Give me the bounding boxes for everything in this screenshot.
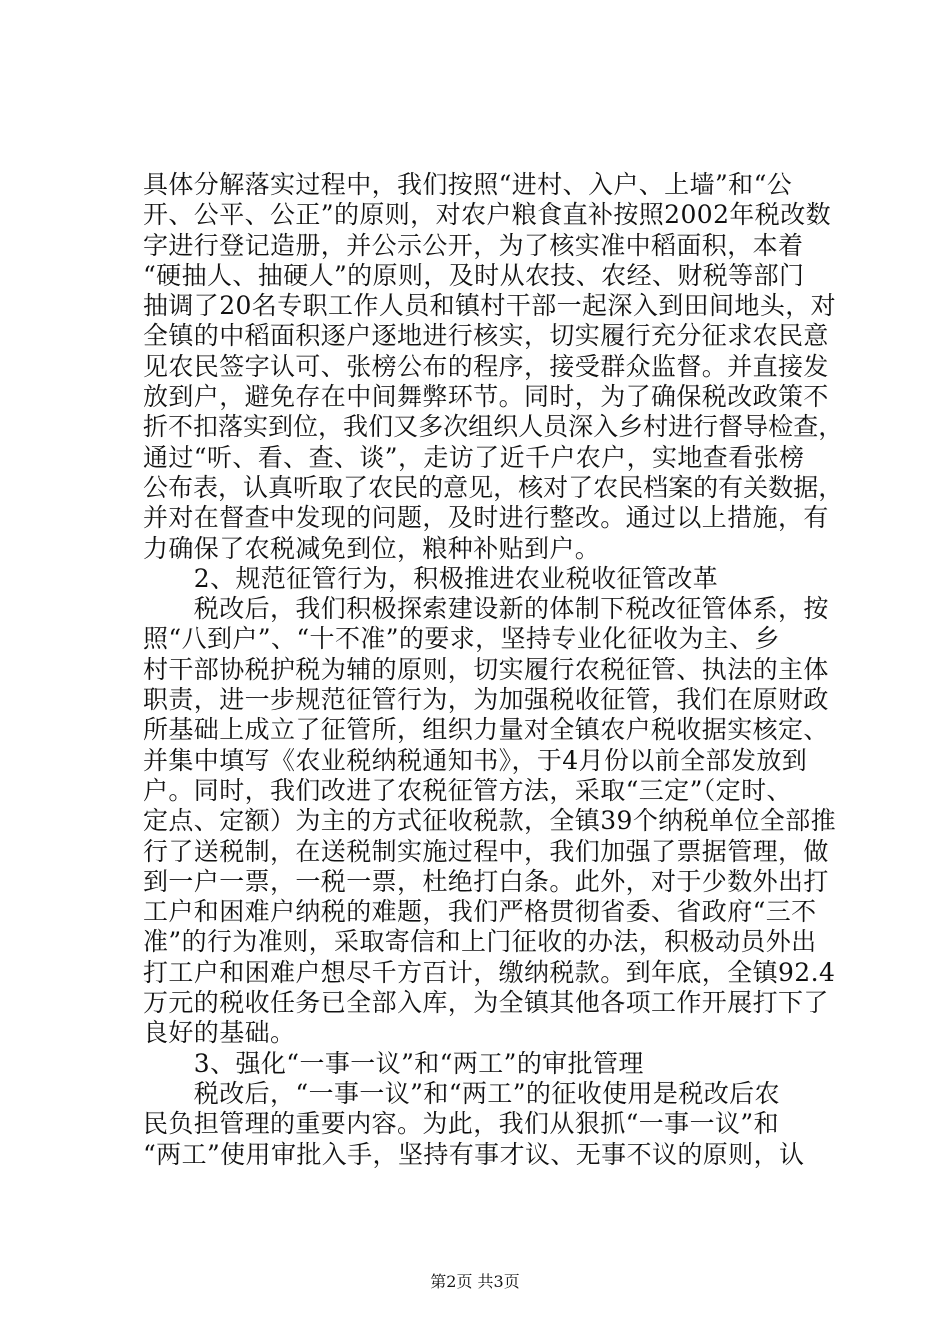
text-line: 公布表，认真听取了农民的意见，核对了农民档案的有关数据， [143,472,844,502]
text-line: 放到户，避免存在中间舞弊环节。同时，为了确保税改政策不 [143,382,829,412]
text-line: 万元的税收任务已全部入库，为全镇其他各项工作开展打下了 [143,988,829,1018]
text-line: 到一户一票，一税一票，杜绝打白条。此外，对于少数外出打 [143,866,829,896]
text-line: 具体分解落实过程中，我们按照“进村、入户、上墙”和“公 [143,170,793,199]
text-line: 所基础上成立了征管所，组织力量对全镇农户税收据实核定、 [143,715,829,745]
text-line: 力确保了农税减免到位，粮种补贴到户。 [143,533,601,563]
text-line: 打工户和困难户想尽千方百计，缴纳税款。到年底，全镇92.4 [143,957,836,987]
page-footer: 第2页 共3页 [430,1272,520,1291]
text-line: 开、公平、公正”的原则，对农户粮食直补按照2002年税改数 [143,200,832,230]
text-line: 户。同时，我们改进了农税征管方法，采取“三定”（定时、 [143,775,792,805]
body-text [143,170,843,1170]
text-line: 税改后，“一事一议”和“两工”的征收使用是税改后农 [143,1078,780,1108]
text-line: 并对在督查中发现的问题，及时进行整改。通过以上措施，有 [143,503,829,533]
text-line: 抽调了20名专职工作人员和镇村干部一起深入到田间地头，对 [143,291,837,321]
text-line: 3、强化“一事一议”和“两工”的审批管理 [143,1048,644,1078]
text-line: 税改后，我们积极探索建设新的体制下税改征管体系，按 [143,594,829,624]
text-line: 行了送税制，在送税制实施过程中，我们加强了票据管理，做 [143,836,829,866]
text-line: 定点、定额）为主的方式征收税款，全镇39个纳税单位全部推 [143,806,837,836]
text-line: 村干部协税护税为辅的原则，切实履行农税征管、执法的主体 [143,654,829,684]
text-line: 职责，进一步规范征管行为，为加强税收征管，我们在原财政 [143,685,829,715]
text-line: 全镇的中稻面积逐户逐地进行核实，切实履行充分征求农民意 [143,321,829,351]
text-line: 2、规范征管行为，积极推进农业税收征管改革 [143,563,719,593]
text-line: 字进行登记造册，并公示公开，为了核实准中稻面积，本着 [143,230,804,260]
text-line: 工户和困难户纳税的难题，我们严格贯彻省委、省政府“三不 [143,897,817,927]
text-line: “两工”使用审批入手，坚持有事才议、无事不议的原则，认 [143,1139,805,1169]
text-line: 折不扣落实到位，我们又多次组织人员深入乡村进行督导检查， [143,412,844,442]
text-line: 良好的基础。 [143,1018,296,1048]
text-line: “硬抽人、抽硬人”的原则，及时从农技、农经、财税等部门 [143,260,805,290]
text-line: 并集中填写《农业税纳税通知书》，于4月份以前全部发放到 [143,745,808,775]
text-line: 准”的行为准则，采取寄信和上门征收的办法，积极动员外出 [143,927,817,957]
text-line: 照“八到户”、“十不准”的要求，坚持专业化征收为主、乡 [143,624,780,654]
text-line: 通过“听、看、查、谈”，走访了近千户农户，实地查看张榜 [143,442,805,472]
text-line: 民负担管理的重要内容。为此，我们从狠抓“一事一议”和 [143,1109,779,1139]
text-line: 见农民签字认可、张榜公布的程序，接受群众监督。并直接发 [143,351,829,381]
